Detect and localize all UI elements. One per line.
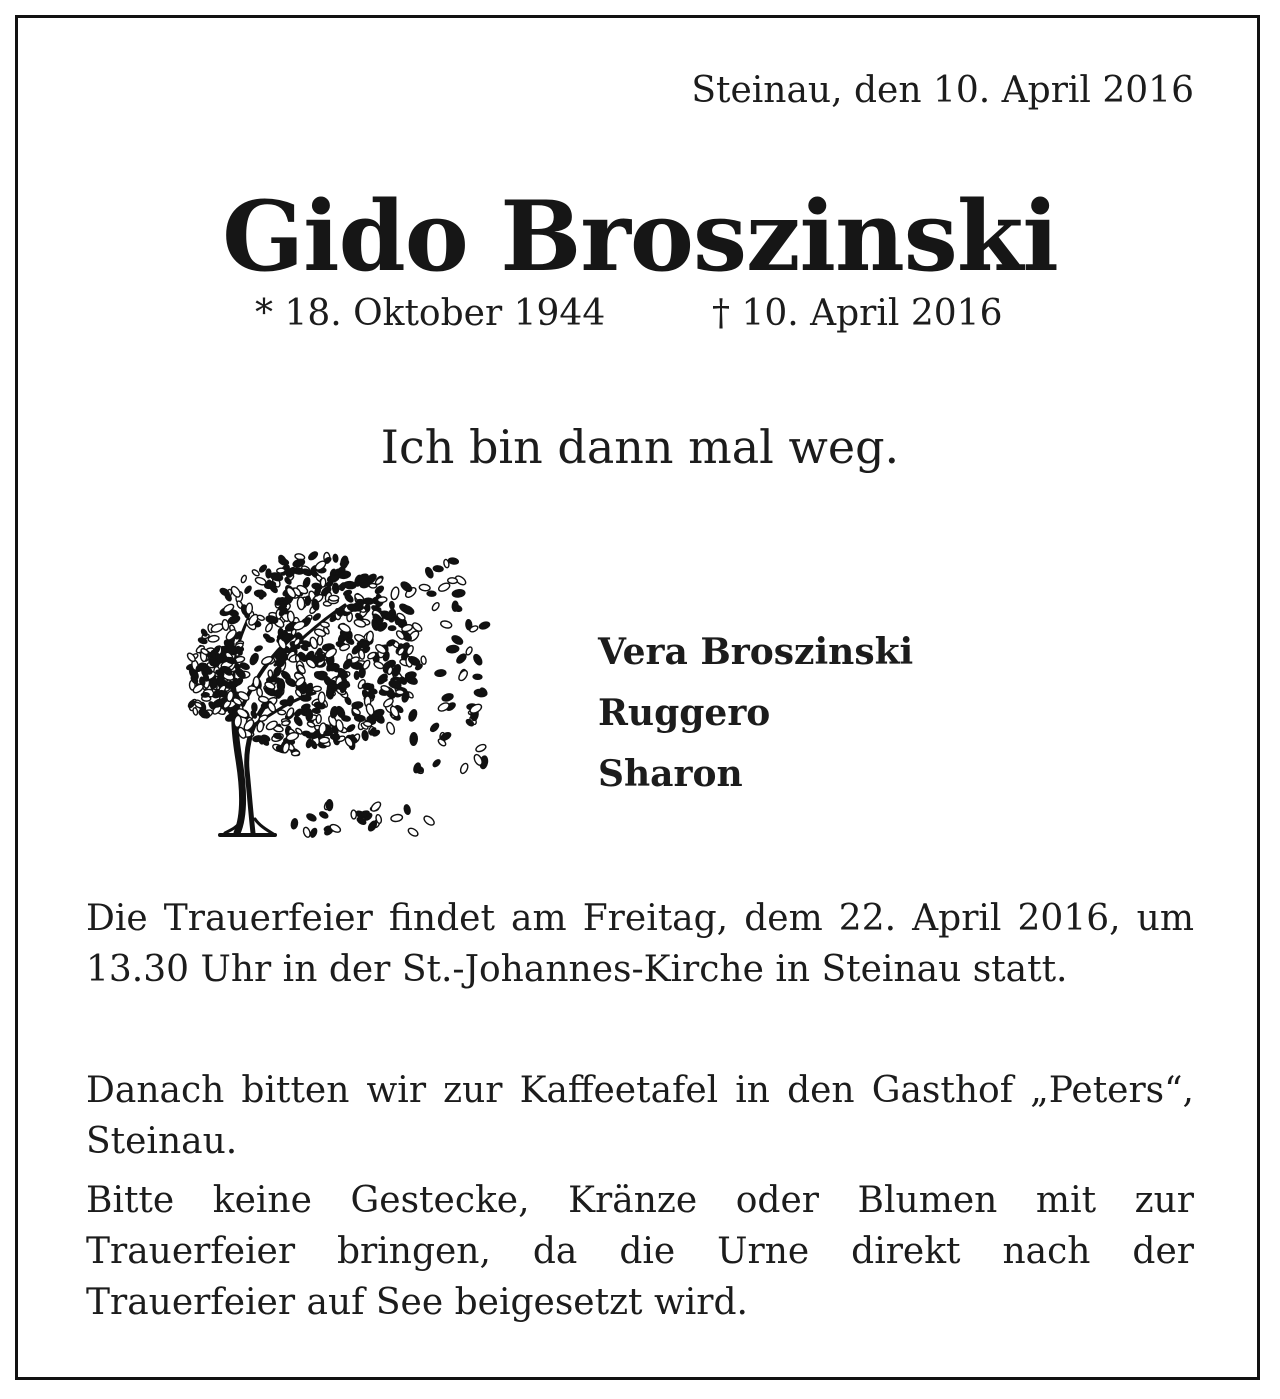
- request-paragraph: Bitte keine Gestecke, Kränze oder Blumen mit zur Trauerfeier bringen, da die Urne direkt nach der Trauerfeier auf See beigesetzt wird.: [86, 1180, 1194, 1323]
- mourner-name: Sharon: [598, 753, 743, 795]
- place-date: Steinau, den 10. April 2016: [691, 70, 1194, 111]
- reception-paragraph: Danach bitten wir zur Kaffeetafel in den Gasthof „Peters“, Steinau.: [86, 1070, 1194, 1162]
- deceased-name: Gido Broszinski: [222, 180, 1058, 293]
- motto: Ich bin dann mal weg.: [380, 420, 900, 474]
- tree-in-wind-icon: [175, 515, 495, 845]
- birth-date: * 18. Oktober 1944: [255, 293, 606, 334]
- ceremony-paragraph: Die Trauerfeier findet am Freitag, dem 22. April 2016, um 13.30 Uhr in der St.-Johannes-Kirche in Steinau statt.: [86, 898, 1194, 990]
- death-date: † 10. April 2016: [712, 293, 1003, 334]
- mourner-name: Vera Broszinski: [598, 631, 914, 673]
- mourner-list: [598, 622, 913, 805]
- mourner-name: Ruggero: [598, 692, 771, 734]
